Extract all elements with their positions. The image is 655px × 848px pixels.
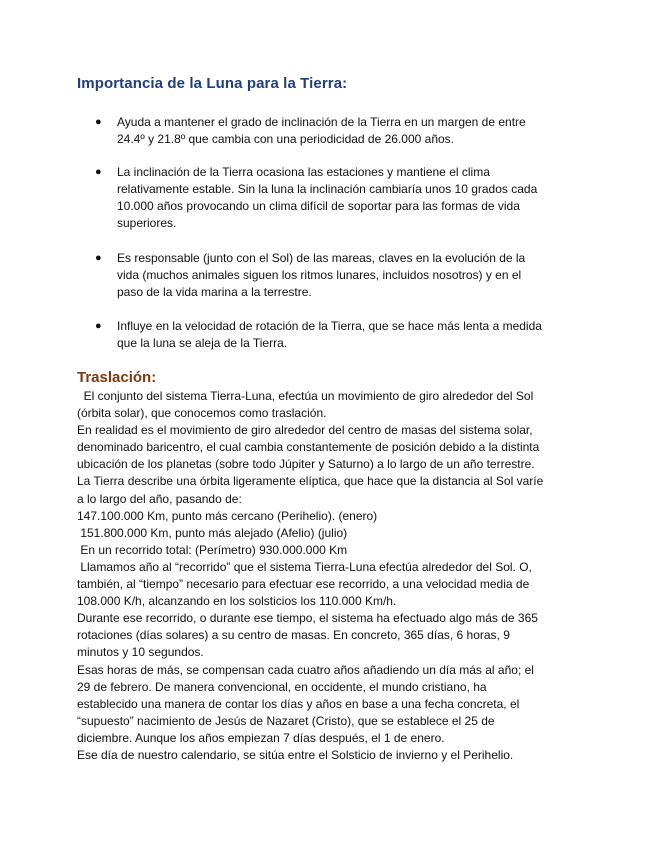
paragraph-line: En realidad es el movimiento de giro alrededor del centro de masas del sistema solar, — [77, 423, 533, 438]
bullet-dot-icon: ● — [95, 252, 102, 264]
paragraph-line: El conjunto del sistema Tierra-Luna, efectúa un movimiento de giro alrededor del Sol — [77, 389, 534, 403]
paragraph-line: Ese día de nuestro calendario, se sitúa entre el Solsticio de invierno y el Perihelio. — [77, 747, 514, 762]
paragraph-line: Esas horas de más, se compensan cada cuatro años añadiendo un día más al año; el — [77, 662, 534, 677]
bullet-text: Ayuda a mantener el grado de inclinación de la Tierra en un margen de entre 24.4º y 21.8º que cambia con una periodicidad de 26.000 años. — [117, 115, 526, 146]
section-title-luna: Importancia de la Luna para la Tierra: — [77, 75, 348, 92]
paragraph-line: “supuesto” nacimiento de Jesús de Nazaret (Cristo), que se establece el 25 de — [77, 713, 495, 728]
paragraph-line: a lo largo del año, pasando de: — [77, 491, 242, 506]
bullet-text: Es responsable (junto con el Sol) de las mareas, claves en la evolución de la vida (muchos animales siguen los ritmos lunares, incluidos nosotros) y en el paso de la vida marina a la terrestre. — [117, 251, 526, 299]
section-title-traslacion: Traslación: — [77, 369, 157, 386]
paragraph-line: ubicación de los planetas (sobre todo Júpiter y Saturno) a lo largo de un año terrestre. — [77, 457, 535, 472]
paragraph-line: 108.000 K/h, alcanzando en los solsticios los 110.000 Km/h. — [77, 594, 397, 609]
paragraph-line: 147.100.000 Km, punto más cercano (Perihelio). (enero) — [77, 508, 378, 523]
paragraph-line: diciembre. Aunque los años empiezan 7 días después, el 1 de enero. — [77, 730, 445, 745]
paragraph-line: establecido una manera de contar los días y años en base a una fecha concreta, el — [77, 696, 520, 711]
bullet-dot-icon: ● — [95, 320, 102, 332]
paragraph-line: 29 de febrero. De manera convencional, en occidente, el mundo cristiano, ha — [77, 679, 487, 694]
paragraph-line: denominado baricentro, el cual cambia constantemente de posición debido a la distinta — [77, 440, 540, 455]
bullet-dot-icon: ● — [95, 116, 102, 128]
paragraph-line: (órbita solar), que conocemos como traslación. — [77, 406, 327, 421]
paragraph-line: minutos y 10 segundos. — [77, 645, 204, 660]
bullet-text: Influye en la velocidad de rotación de la Tierra, que se hace más lenta a medida que la luna se aleja de la Tierra. — [117, 319, 542, 350]
paragraph-line: Llamamos año al “recorrido” que el sistema Tierra-Luna efectúa alrededor del Sol. O, — [77, 559, 532, 574]
bullet-text: La inclinación de la Tierra ocasiona las estaciones y mantiene el clima relativamente estable. Sin la luna la inclinación cambiaría unos 10 grados cada 10.000 años provocando un clima difícil de soportar para las formas de vida superiores. — [117, 165, 538, 230]
paragraph-line: 151.800.000 Km, punto más alejado (Afelio) (julio) — [77, 525, 348, 540]
traslacion-body — [77, 388, 592, 764]
paragraph-line: En un recorrido total: (Perímetro) 930.000.000 Km — [77, 542, 348, 557]
paragraph-line: rotaciones (días solares) a su centro de masas. En concreto, 365 días, 6 horas, 9 — [77, 628, 510, 643]
paragraph-line: La Tierra describe una órbita ligeramente elíptica, que hace que la distancia al Sol varíe — [77, 474, 544, 489]
bullet-dot-icon: ● — [95, 166, 102, 178]
paragraph-line: también, al “tiempo” necesario para efectuar ese recorrido, a una velocidad media de — [77, 577, 530, 592]
paragraph-line: Durante ese recorrido, o durante ese tiempo, el sistema ha efectuado algo más de 365 — [77, 611, 538, 626]
